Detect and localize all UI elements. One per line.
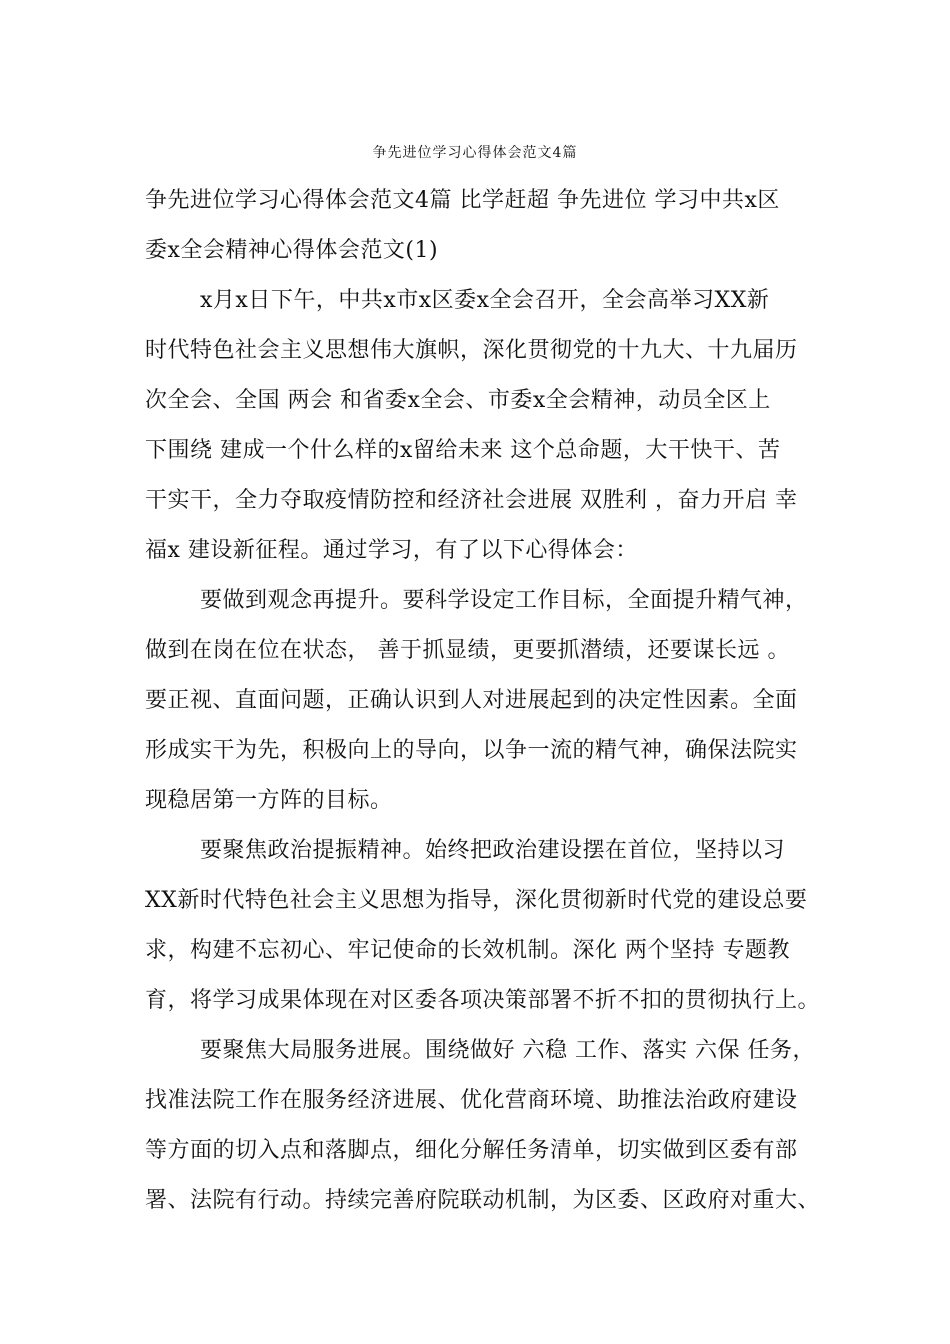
text-line: 争先进位学习心得体会范文4篇 比学赶超 争先进位 学习中共x区	[145, 188, 780, 213]
text-line: 时代特色社会主义思想伟大旗帜，深化贯彻党的十九大、十九届历	[145, 338, 798, 363]
text-line: 次全会、全国 两会 和省委x全会、市委x全会精神，动员全区上	[145, 388, 771, 413]
text-line: 福x 建设新征程。通过学习，有了以下心得体会：	[145, 538, 638, 563]
text-line: 找准法院工作在服务经济进展、优化营商环境、助推法治政府建设	[145, 1088, 798, 1113]
text-line: 署、法院有行动。持续完善府院联动机制，为区委、区政府对重大、	[145, 1188, 821, 1213]
text-line: 要做到观念再提升。要科学设定工作目标，全面提升精气神，	[200, 588, 808, 613]
text-line: 等方面的切入点和落脚点，细化分解任务清单，切实做到区委有部	[145, 1138, 798, 1163]
document-title: 争先进位学习心得体会范文4篇	[372, 145, 578, 161]
text-line: x月x日下午，中共x市x区委x全会召开，全会高举习XX新	[200, 288, 770, 313]
text-line: 要正视、直面问题，正确认识到人对进展起到的决定性因素。全面	[145, 688, 798, 713]
text-line: 干实干，全力夺取疫情防控和经济社会进展 双胜利 ，奋力开启 幸	[145, 488, 798, 513]
text-line: 下围绕 建成一个什么样的x留给未来 这个总命题，大干快干、苦	[145, 438, 781, 463]
text-line: 要聚焦大局服务进展。围绕做好 六稳 工作、落实 六保 任务，	[200, 1038, 815, 1063]
text-line: XX新时代特色社会主义思想为指导，深化贯彻新时代党的建设总要	[145, 888, 808, 913]
text-line: 求，构建不忘初心、牢记使命的长效机制。深化 两个坚持 专题教	[145, 938, 790, 963]
text-line: 委x全会精神心得体会范文(1)	[145, 238, 439, 263]
text-line: 做到在岗在位在状态， 善于抓显绩，更要抓潜绩，还要谋长远 。	[145, 638, 790, 663]
text-line: 形成实干为先，积极向上的导向，以争一流的精气神，确保法院实	[145, 738, 798, 763]
text-line: 育，将学习成果体现在对区委各项决策部署不折不扣的贯彻执行上。	[145, 988, 821, 1013]
text-line: 现稳居第一方阵的目标。	[145, 788, 393, 813]
text-line: 要聚焦政治提振精神。始终把政治建设摆在首位，坚持以习	[200, 838, 786, 863]
